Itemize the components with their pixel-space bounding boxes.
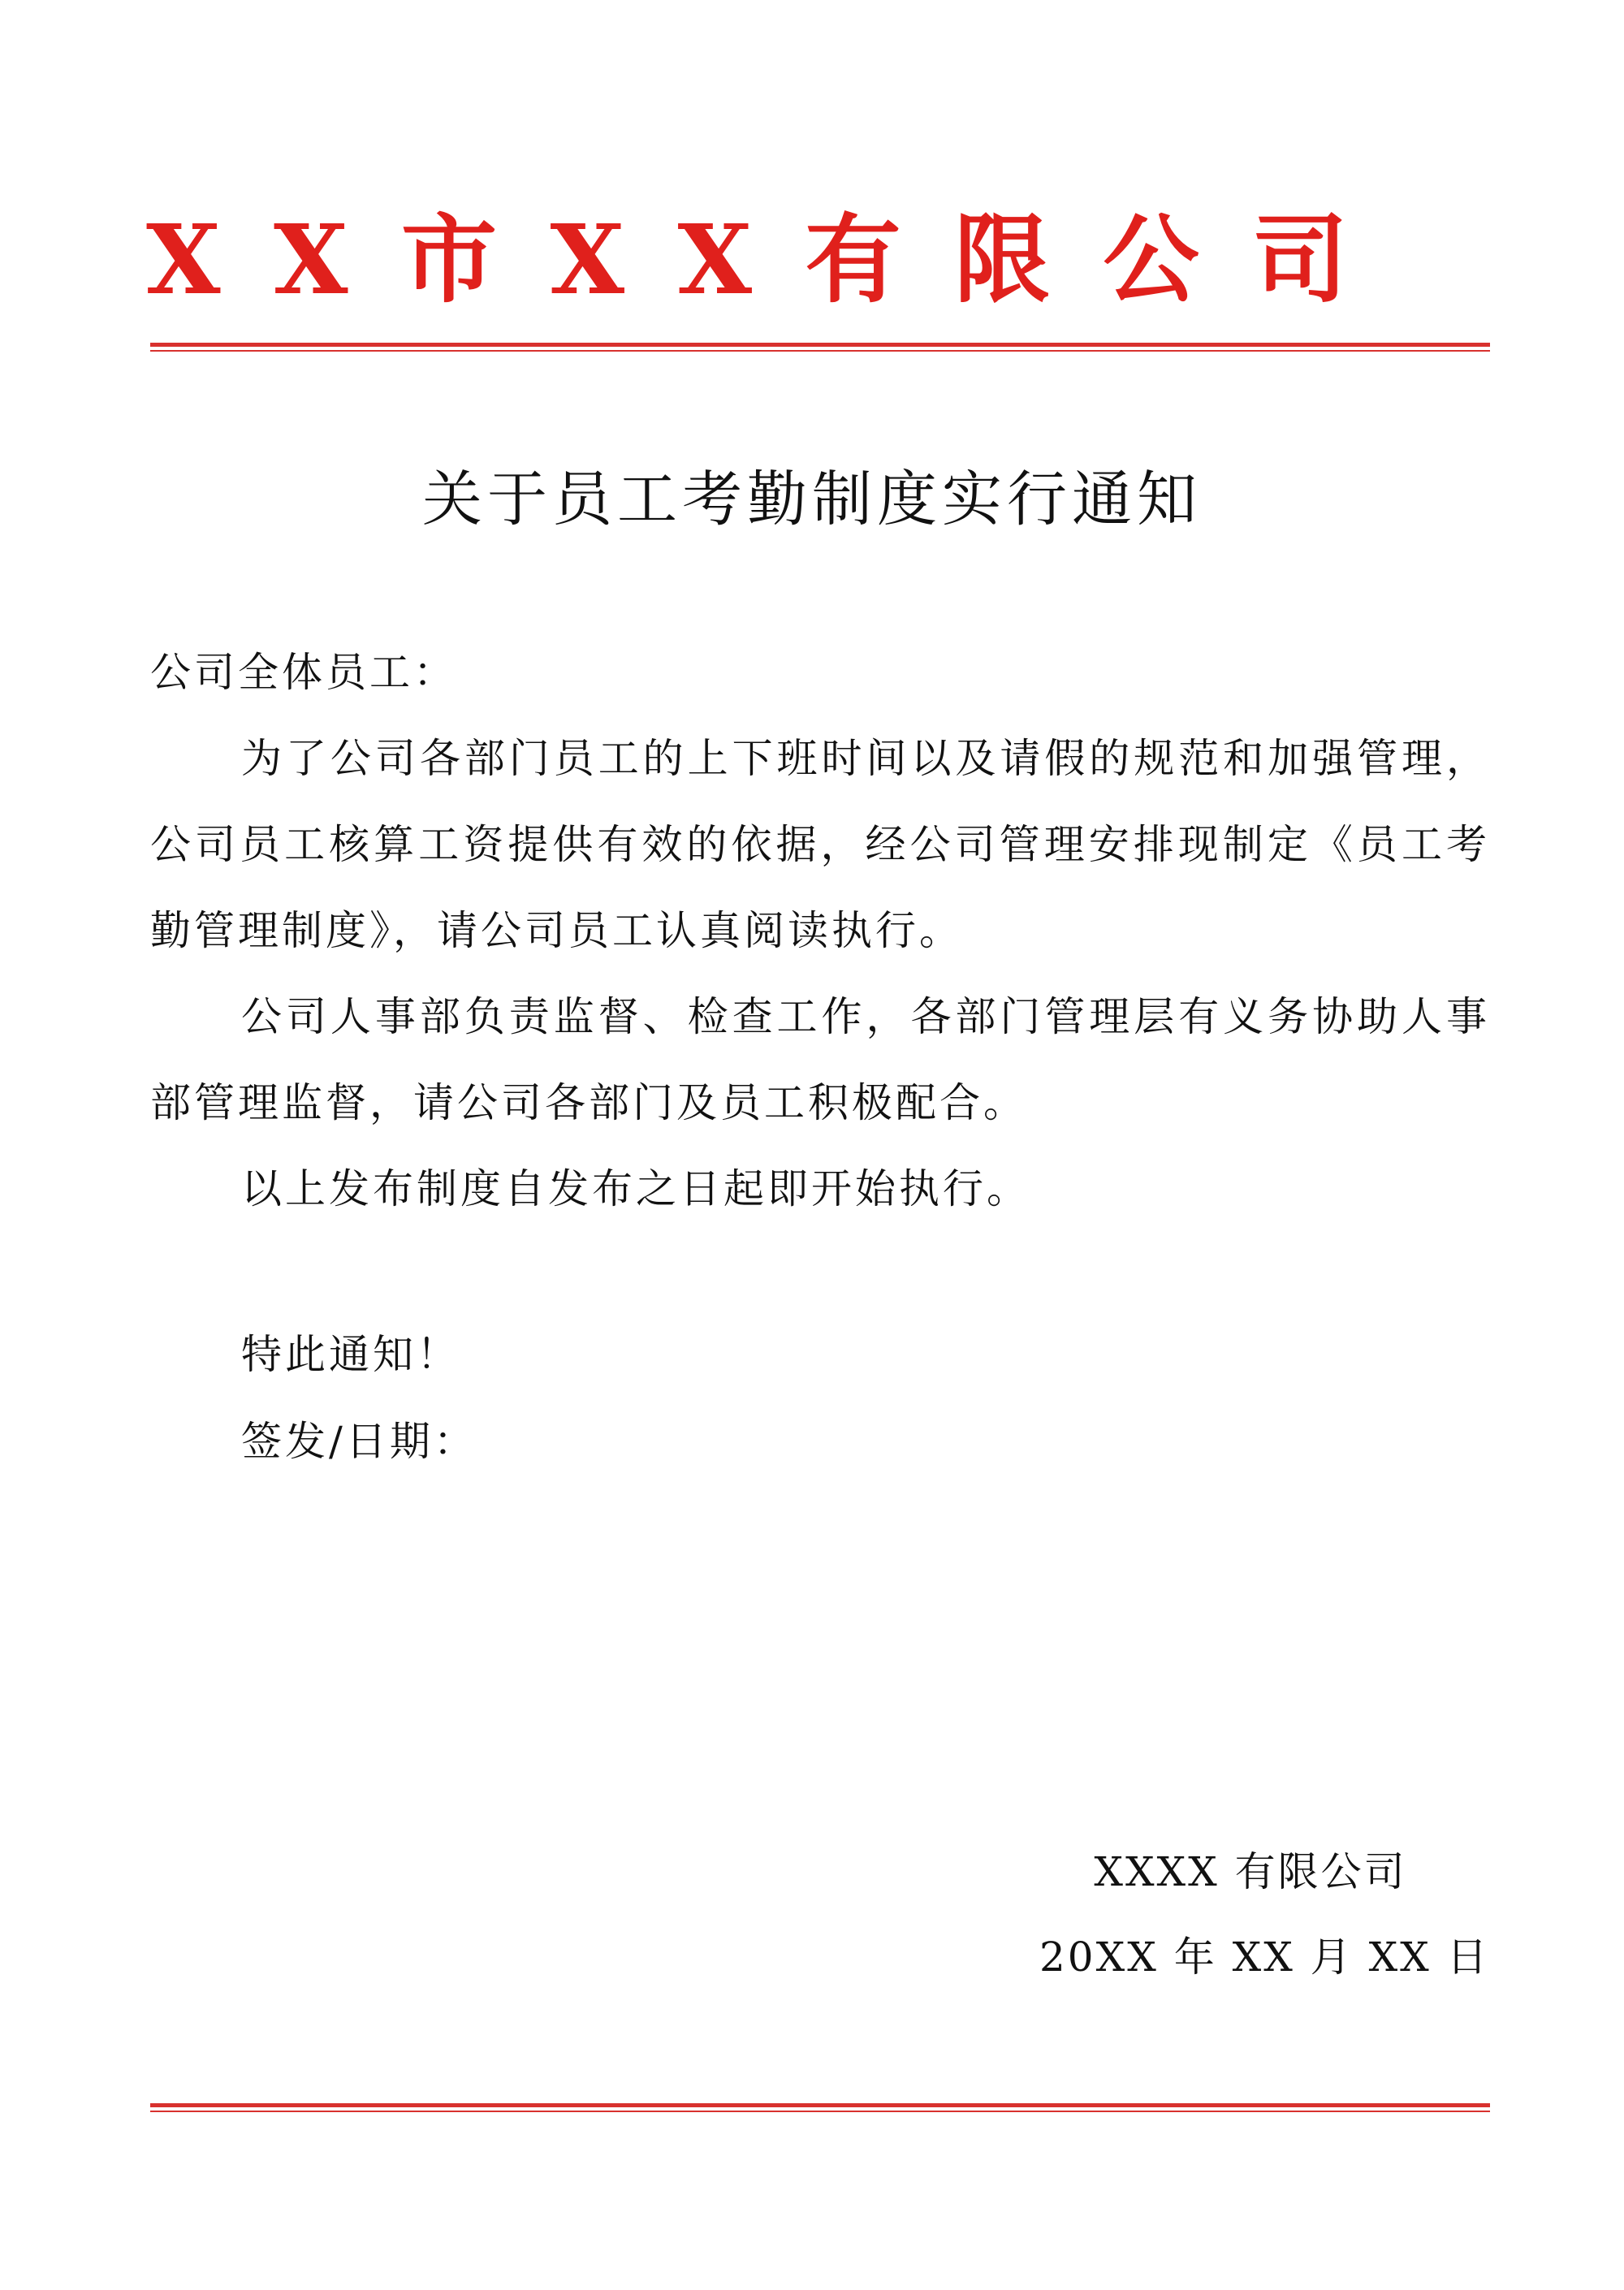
paragraph-1-line-2: 公司员工核算工资提供有效的依据，经公司管理安排现制定《员工考: [150, 821, 1490, 868]
paragraph-3: 以上发布制度自发布之日起即开始执行。: [241, 1165, 1030, 1212]
letterhead-char: 有: [805, 203, 901, 316]
salutation: 公司全体员工：: [150, 649, 457, 696]
divider-thin-line: [150, 2111, 1490, 2112]
document-body: [150, 629, 1490, 1232]
sign-date-label: 签发/日期：: [241, 1418, 477, 1465]
footer-divider-bottom: [150, 2103, 1490, 2112]
letterhead-company-name: [146, 191, 1348, 329]
paragraph-1-line-3: 勤管理制度》，请公司员工认真阅读执行。: [150, 907, 963, 954]
paragraph-1-line-1: 为了公司各部门员工的上下班时间以及请假的规范和加强管理，: [241, 735, 1490, 782]
document-title: 关于员工考勤制度实行通知: [422, 464, 1202, 534]
letterhead-char: 市: [401, 203, 498, 316]
letterhead-char: X: [274, 203, 348, 316]
paragraph-2-line-1: 公司人事部负责监督、检查工作，各部门管理层有义务协助人事: [241, 993, 1490, 1040]
letterhead-char: 公: [1103, 203, 1199, 316]
letterhead-char: 限: [954, 203, 1051, 316]
letterhead-divider-top: [150, 343, 1490, 352]
closing-notice: 特此通知！: [241, 1331, 460, 1378]
divider-thin-line: [150, 350, 1490, 352]
letterhead-char: X: [677, 203, 753, 316]
signature-date: 20XX 年 XX 月 XX 日: [1039, 1934, 1490, 1981]
letterhead-char: X: [550, 203, 625, 316]
signature-company: XXXX 有限公司: [1094, 1848, 1407, 1895]
letterhead-char: X: [146, 203, 221, 316]
paragraph-2-line-2: 部管理监督，请公司各部门及员工积极配合。: [150, 1079, 1027, 1126]
letterhead-char: 司: [1251, 203, 1348, 316]
